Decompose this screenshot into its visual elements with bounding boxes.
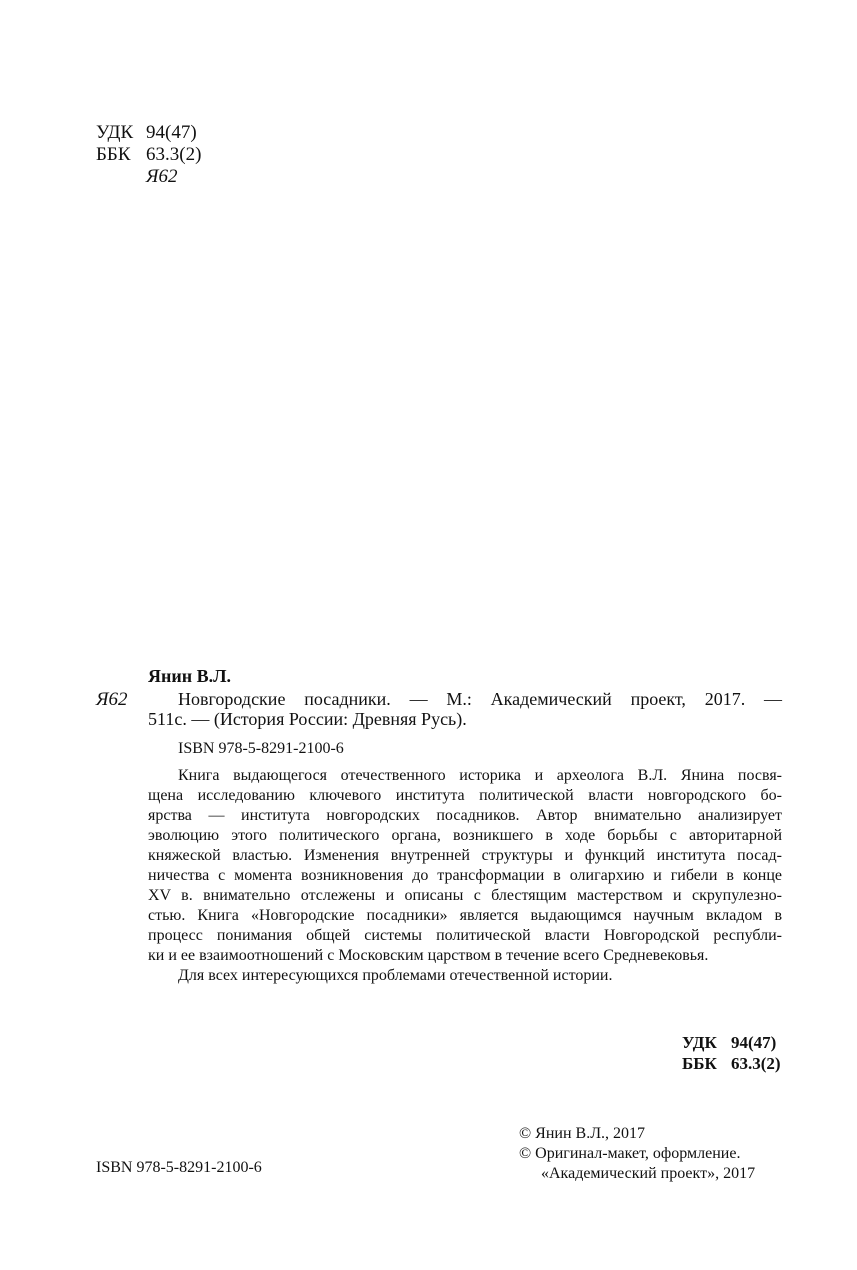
annotation-line: ничества с момента возникновения до трансформации в олигархию и гибели в конце	[148, 867, 782, 884]
annotation-line: ярства — института новгородских посадников. Автор внимательно анализирует	[148, 807, 782, 824]
annotation-line: стью. Книга «Новгородские посадники» является выдающимся научным вкладом в	[148, 907, 782, 924]
card-author-sign: Я62	[96, 689, 128, 710]
isbn-bottom: ISBN 978-5-8291-2100-6	[96, 1159, 262, 1176]
annotation-line: эволюцию этого политического органа, возникшего в ходе борьбы с авторитарной	[148, 827, 782, 844]
annotation-line: процесс понимания общей системы политической власти Новгородской республи-	[148, 927, 782, 944]
annotation-line: княжеской властью. Изменения внутренней структуры и функций института посад-	[148, 847, 782, 864]
annotation-line: щена исследованию ключевого института политической власти новгородского бо-	[148, 787, 782, 804]
bbk-label: ББК	[96, 144, 131, 165]
udk-value: 94(47)	[146, 122, 197, 143]
annotation-line: Книга выдающегося отечественного историка и археолога В.Л. Янина посвя-	[178, 767, 782, 784]
copyright-author: © Янин В.Л., 2017	[519, 1125, 646, 1142]
bbk-value: 63.3(2)	[146, 144, 202, 165]
udk-label: УДК	[96, 122, 134, 143]
author-sign: Я62	[146, 166, 178, 187]
isbn: ISBN 978-5-8291-2100-6	[178, 740, 344, 757]
copyright-layout-line-1: © Оригинал-макет, оформление.	[519, 1145, 741, 1162]
udk-value-bottom: 94(47)	[731, 1033, 777, 1052]
bbk-label-bottom: ББК	[682, 1054, 717, 1073]
annotation-line: ки и ее взаимоотношений с Московским царством в течение всего Средневековья.	[148, 947, 709, 964]
bibliographic-description-line-2: 511с. — (История России: Древняя Русь).	[148, 709, 467, 729]
annotation-line: XV в. внимательно отслежены и описаны с блестящим мастерством и скрупулезно-	[148, 887, 782, 904]
author-name: Янин В.Л.	[148, 666, 232, 686]
bibliographic-description-line-1: Новгородские посадники. — М.: Академический проект, 2017. —	[178, 689, 782, 709]
annotation	[148, 766, 782, 986]
udk-label-bottom: УДК	[682, 1033, 717, 1052]
bbk-value-bottom: 63.3(2)	[731, 1054, 781, 1073]
audience-note: Для всех интересующихся проблемами отечественной истории.	[178, 967, 613, 984]
copyright-layout-line-2: «Академический проект», 2017	[541, 1165, 756, 1182]
